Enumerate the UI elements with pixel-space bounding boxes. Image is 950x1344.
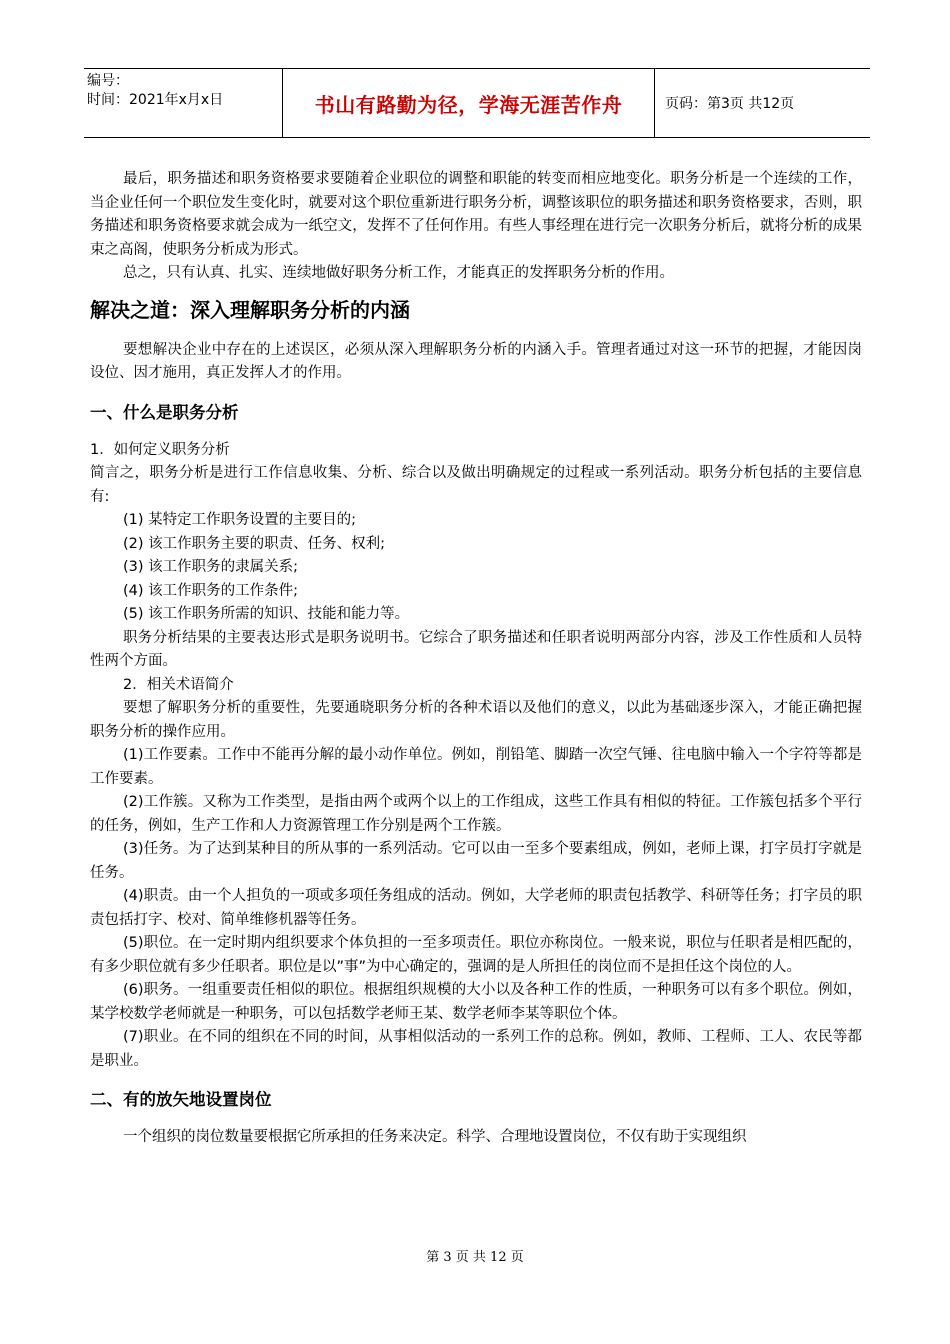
section-heading: 解决之道：深入理解职务分析的内涵 (90, 297, 410, 322)
term-item: (3)任务。为了达到某种目的所从事的一系列活动。它可以由一至多个要素组成，例如，老师上课，打字员打字就是任务。 (90, 841, 862, 881)
paragraph: 要想了解职务分析的重要性，先要通晓职务分析的各种术语以及他们的意义，以此为基础逐步深入，才能正确把握职务分析的操作应用。 (90, 700, 862, 740)
term-item: (5)职位。在一定时期内组织要求个体负担的一至多项责任。职位亦称岗位。一般来说，职位与任职者是相匹配的，有多少职位就有多少任职者。职位是以”事”为中心确定的，强调的是人所担任的岗位而不是担任这个岗位的人。 (90, 935, 862, 975)
term-item: (7)职业。在不同的组织在不同的时间，从事相似活动的一系列工作的总称。例如，教师、工程师、工人、农民等都是职业。 (90, 1029, 862, 1069)
paragraph: 一个组织的岗位数量要根据它所承担的任务来决定。科学、合理地设置岗位，不仅有助于实现组织 (123, 1129, 747, 1145)
paragraph: 总之，只有认真、扎实、连续地做好职务分析工作，才能真正的发挥职务分析的作用。 (123, 265, 674, 281)
term-item: (4)职责。由一个人担负的一项或多项任务组成的活动。例如，大学老师的职责包括教学、科研等任务；打字员的职责包括打字、校对、简单维修机器等任务。 (90, 888, 862, 928)
header-page-label: 页码：第3页 共12页 (665, 96, 795, 112)
page-footer: 第 3 页 共 12 页 (426, 1250, 524, 1265)
paragraph: 最后，职务描述和职务资格要求要随着企业职位的调整和职能的转变而相应地变化。职务分析是一个连续的工作，当企业任何一个职位发生变化时，就要对这个职位重新进行职务分析，调整该职位的职务描述和职务资格要求，否则，职务描述和职务资格要求就会成为一纸空文，发挥不了任何作用。有些人事经理在进行完一次职务分析后，就将分析的成果束之高阁，使职务分析成为形式。 (90, 171, 862, 258)
document-body (90, 168, 862, 1150)
time-label: 时间：2021年x月x日 (87, 92, 224, 108)
page-header (84, 68, 870, 138)
list-item: (4) 该工作职务的工作条件; (123, 582, 299, 599)
list-item: (2) 该工作职务主要的职责、任务、权利; (123, 535, 386, 552)
paragraph: 要想解决企业中存在的上述误区，必须从深入理解职务分析的内涵入手。管理者通过对这一环节的把握，才能因岗设位、因才施用，真正发挥人才的作用。 (90, 341, 862, 381)
subheading: 1．如何定义职务分析 (90, 441, 230, 458)
term-item: (2)工作簇。又称为工作类型，是指由两个或两个以上的工作组成，这些工作具有相似的特征。工作簇包括多个平行的任务，例如，生产工作和人力资源管理工作分别是两个工作簇。 (90, 794, 862, 834)
paragraph: 简言之，职务分析是进行工作信息收集、分析、综合以及做出明确规定的过程或一系列活动。职务分析包括的主要信息有: (90, 465, 862, 505)
section-heading: 二、有的放矢地设置岗位 (90, 1090, 272, 1109)
paragraph: 职务分析结果的主要表达形式是职务说明书。它综合了职务描述和任职者说明两部分内容，涉及工作性质和人员特性两个方面。 (90, 629, 862, 669)
list-item: (1) 某特定工作职务设置的主要目的; (123, 512, 357, 528)
header-motto: 书山有路勤为径，学海无涯苦作舟 (282, 69, 655, 137)
subheading: 2．相关术语简介 (123, 676, 234, 693)
number-label: 编号： (87, 73, 129, 89)
term-item: (1)工作要素。工作中不能再分解的最小动作单位。例如，削铅笔、脚踏一次空气锤、往电脑中输入一个字符等都是工作要素。 (90, 747, 862, 787)
section-heading: 一、什么是职务分析 (90, 402, 239, 422)
list-item: (3) 该工作职务的隶属关系; (123, 559, 299, 575)
term-item: (6)职务。一组重要责任相似的职位。根据组织规模的大小以及各种工作的性质，一种职务可以有多个职位。例如，某学校数学老师就是一种职务，可以包括数学老师王某、数学老师李某等职位个体。 (90, 982, 862, 1022)
list-item: (5) 该工作职务所需的知识、技能和能力等。 (123, 606, 410, 622)
header-meta (84, 69, 282, 137)
